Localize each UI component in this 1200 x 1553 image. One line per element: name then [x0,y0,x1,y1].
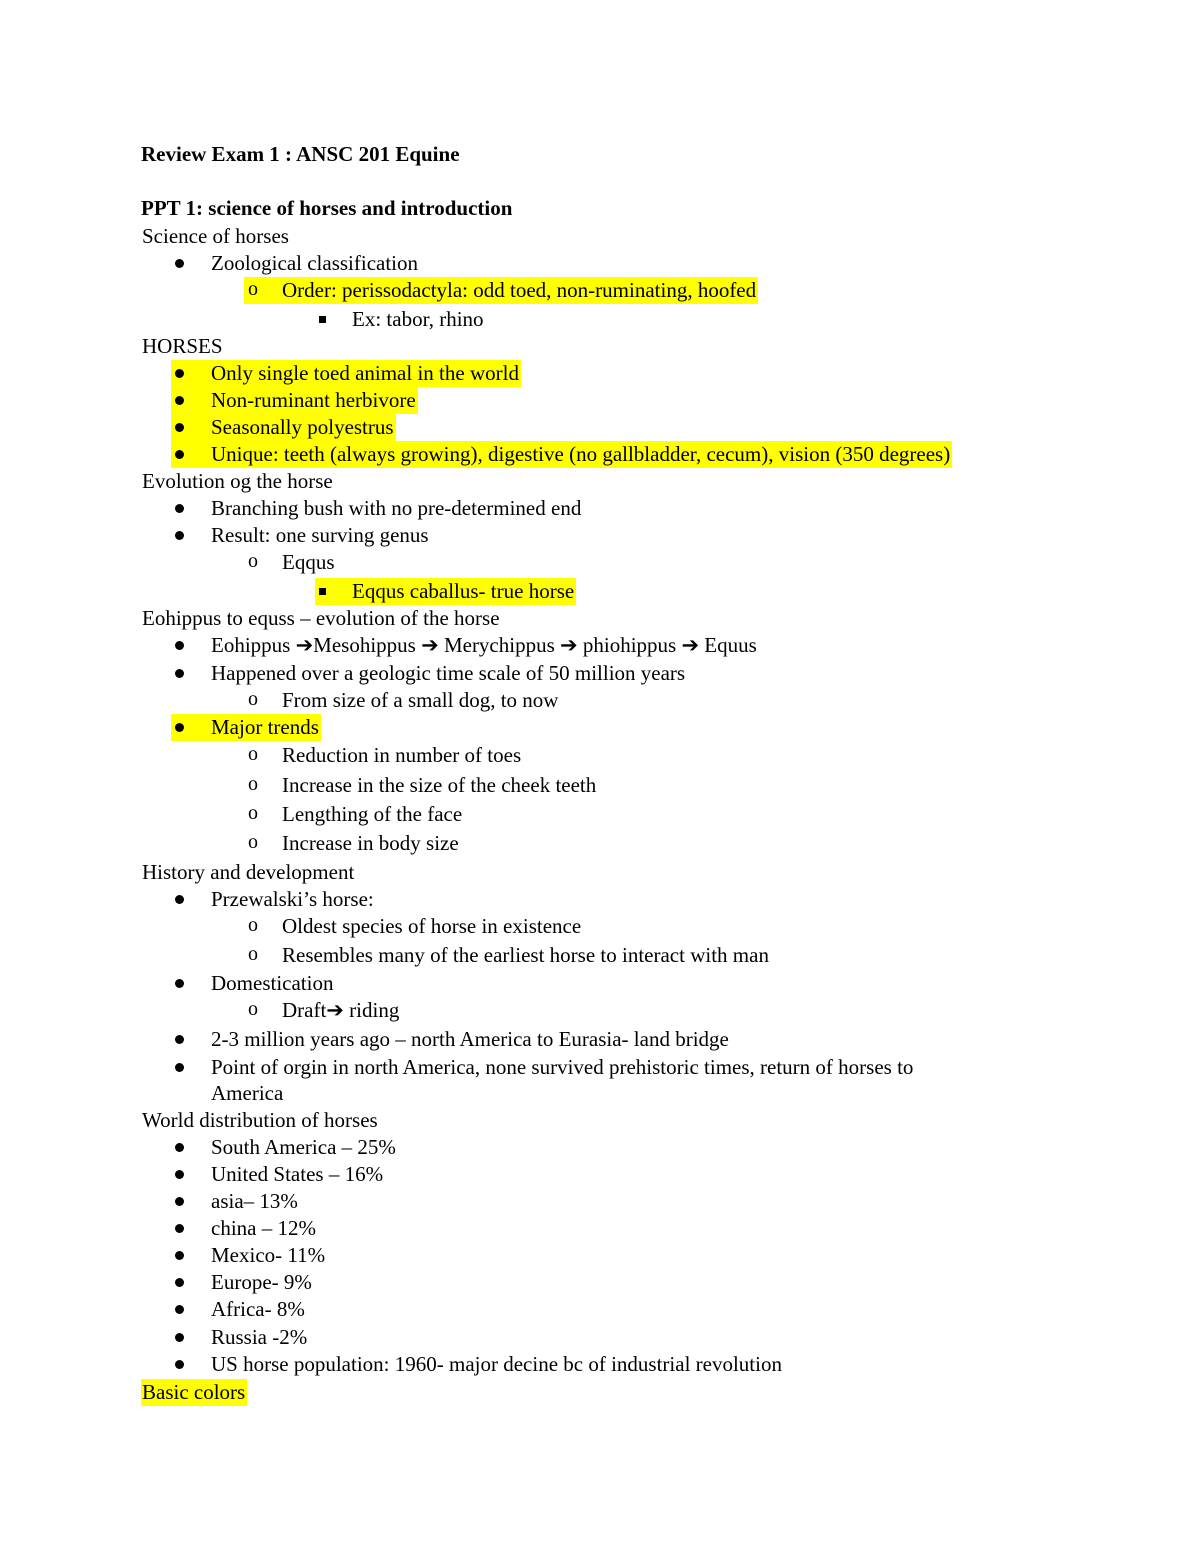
outline-text: Eohippus to equss – evolution of the horse [142,606,500,630]
outline-text: HORSES [142,334,223,358]
outline-item [0,801,1200,828]
outline-item [0,1161,1200,1188]
outline-item [0,1324,1200,1351]
outline-text: Eohippus ➔Mesohippus ➔ Merychippus ➔ phiohippus ➔ Equus [211,633,757,657]
outline-item [0,772,1200,799]
outline-heading [0,333,1200,360]
outline-item [0,886,1200,913]
outline-text: Major trends [211,715,319,739]
circle-marker-icon: o [248,688,258,710]
outline-text: Seasonally polyestrus [211,415,394,439]
outline-item [0,1351,1200,1378]
square-marker-icon [319,588,326,595]
outline-item [0,1134,1200,1161]
outline-text: Unique: teeth (always growing), digestive (no gallbladder, cecum), vision (350 degrees) [211,442,951,466]
circle-marker-icon: o [248,914,258,936]
bullet-marker-icon [175,259,184,268]
bullet-marker-icon [175,1170,184,1179]
outline-text: Mexico- 11% [211,1243,326,1267]
outline-text: Oldest species of horse in existence [282,914,582,938]
outline-heading [0,859,1200,886]
bullet-marker-icon [175,1063,184,1072]
outline-item [0,441,1200,468]
bullet-marker-icon [175,423,184,432]
outline-text: Happened over a geologic time scale of 50 million years [211,661,686,685]
outline-item [0,660,1200,687]
outline-item [0,1296,1200,1323]
outline-item [0,714,1200,741]
outline-text: Przewalski’s horse: [211,887,374,911]
outline-text: Increase in the size of the cheek teeth [282,773,597,797]
bullet-marker-icon [175,369,184,378]
outline-item [0,1242,1200,1269]
outline-text: America [211,1081,284,1105]
bullet-marker-icon [175,450,184,459]
outline-text: Result: one surving genus [211,523,429,547]
bullet-marker-icon [175,531,184,540]
outline-text: United States – 16% [211,1162,384,1186]
outline-text: Branching bush with no pre-determined end [211,496,582,520]
outline-text: South America – 25% [211,1135,396,1159]
outline-text: Eqqus [282,550,335,574]
section-heading: PPT 1: science of horses and introduction [141,196,513,220]
bullet-marker-icon [175,504,184,513]
outline-text: Increase in body size [282,831,459,855]
outline-text: Africa- 8% [211,1297,305,1321]
outline-text: Reduction in number of toes [282,743,522,767]
outline-item [0,1054,1200,1081]
outline-text: asia– 13% [211,1189,298,1213]
outline-text: Science of horses [142,224,289,248]
outline-item [0,277,1200,304]
outline-item [0,360,1200,387]
bullet-marker-icon [175,1197,184,1206]
bullet-marker-icon [175,641,184,650]
outline-item [0,250,1200,277]
outline-item [0,970,1200,997]
circle-marker-icon: o [248,831,258,853]
bullet-marker-icon [175,1224,184,1233]
outline-text: Lengthing of the face [282,802,463,826]
bullet-marker-icon [175,1035,184,1044]
outline-text: Basic colors [142,1380,246,1404]
outline-text: Order: perissodactyla: odd toed, non-ruminating, hoofed [282,278,757,302]
outline-heading [0,1107,1200,1134]
outline-heading [0,1379,1200,1406]
outline-text: 2-3 million years ago – north America to Eurasia- land bridge [211,1027,729,1051]
circle-marker-icon: o [248,802,258,824]
circle-marker-icon: o [248,943,258,965]
outline-item [0,742,1200,769]
outline-text: Non-ruminant herbivore [211,388,416,412]
outline-continuation [0,1080,1200,1107]
outline-item [0,913,1200,940]
outline-item [0,942,1200,969]
bullet-marker-icon [175,669,184,678]
outline-text: Ex: tabor, rhino [352,307,484,331]
outline-item [0,997,1200,1024]
outline-text: Only single toed animal in the world [211,361,519,385]
bullet-marker-icon [175,1143,184,1152]
outline-text: Domestication [211,971,334,995]
outline-item [0,414,1200,441]
outline-text: US horse population: 1960- major decine bc of industrial revolution [211,1352,782,1376]
outline-text: Zoological classification [211,251,419,275]
outline-item [0,549,1200,576]
outline-item [0,495,1200,522]
outline-item [0,830,1200,857]
outline-heading [0,223,1200,250]
outline-item [0,1215,1200,1242]
outline-item [0,578,1200,605]
outline-text: Eqqus caballus- true horse [352,579,575,603]
outline-item [0,687,1200,714]
outline-text: Point of orgin in north America, none survived prehistoric times, return of horses to [211,1055,914,1079]
outline-item [0,632,1200,659]
outline-item [0,1026,1200,1053]
outline-text: World distribution of horses [142,1108,378,1132]
outline-item [0,522,1200,549]
outline-heading [0,605,1200,632]
outline-item [0,1188,1200,1215]
outline-item [0,1269,1200,1296]
bullet-marker-icon [175,979,184,988]
circle-marker-icon: o [248,998,258,1020]
circle-marker-icon: o [248,773,258,795]
bullet-marker-icon [175,723,184,732]
outline-text: china – 12% [211,1216,316,1240]
outline-text: Draft➔ riding [282,998,400,1022]
bullet-marker-icon [175,1360,184,1369]
bullet-marker-icon [175,1333,184,1342]
outline-item [0,306,1200,333]
outline-item [0,387,1200,414]
bullet-marker-icon [175,1305,184,1314]
circle-marker-icon: o [248,278,258,300]
bullet-marker-icon [175,396,184,405]
outline-text: Evolution og the horse [142,469,333,493]
outline-heading [0,468,1200,495]
bullet-marker-icon [175,1251,184,1260]
outline-text: Resembles many of the earliest horse to interact with man [282,943,769,967]
outline-text: From size of a small dog, to now [282,688,559,712]
circle-marker-icon: o [248,743,258,765]
bullet-marker-icon [175,895,184,904]
bullet-marker-icon [175,1278,184,1287]
circle-marker-icon: o [248,550,258,572]
document-title: Review Exam 1 : ANSC 201 Equine [141,142,460,166]
outline-text: History and development [142,860,355,884]
outline-text: Russia -2% [211,1325,308,1349]
square-marker-icon [319,316,326,323]
outline-text: Europe- 9% [211,1270,312,1294]
